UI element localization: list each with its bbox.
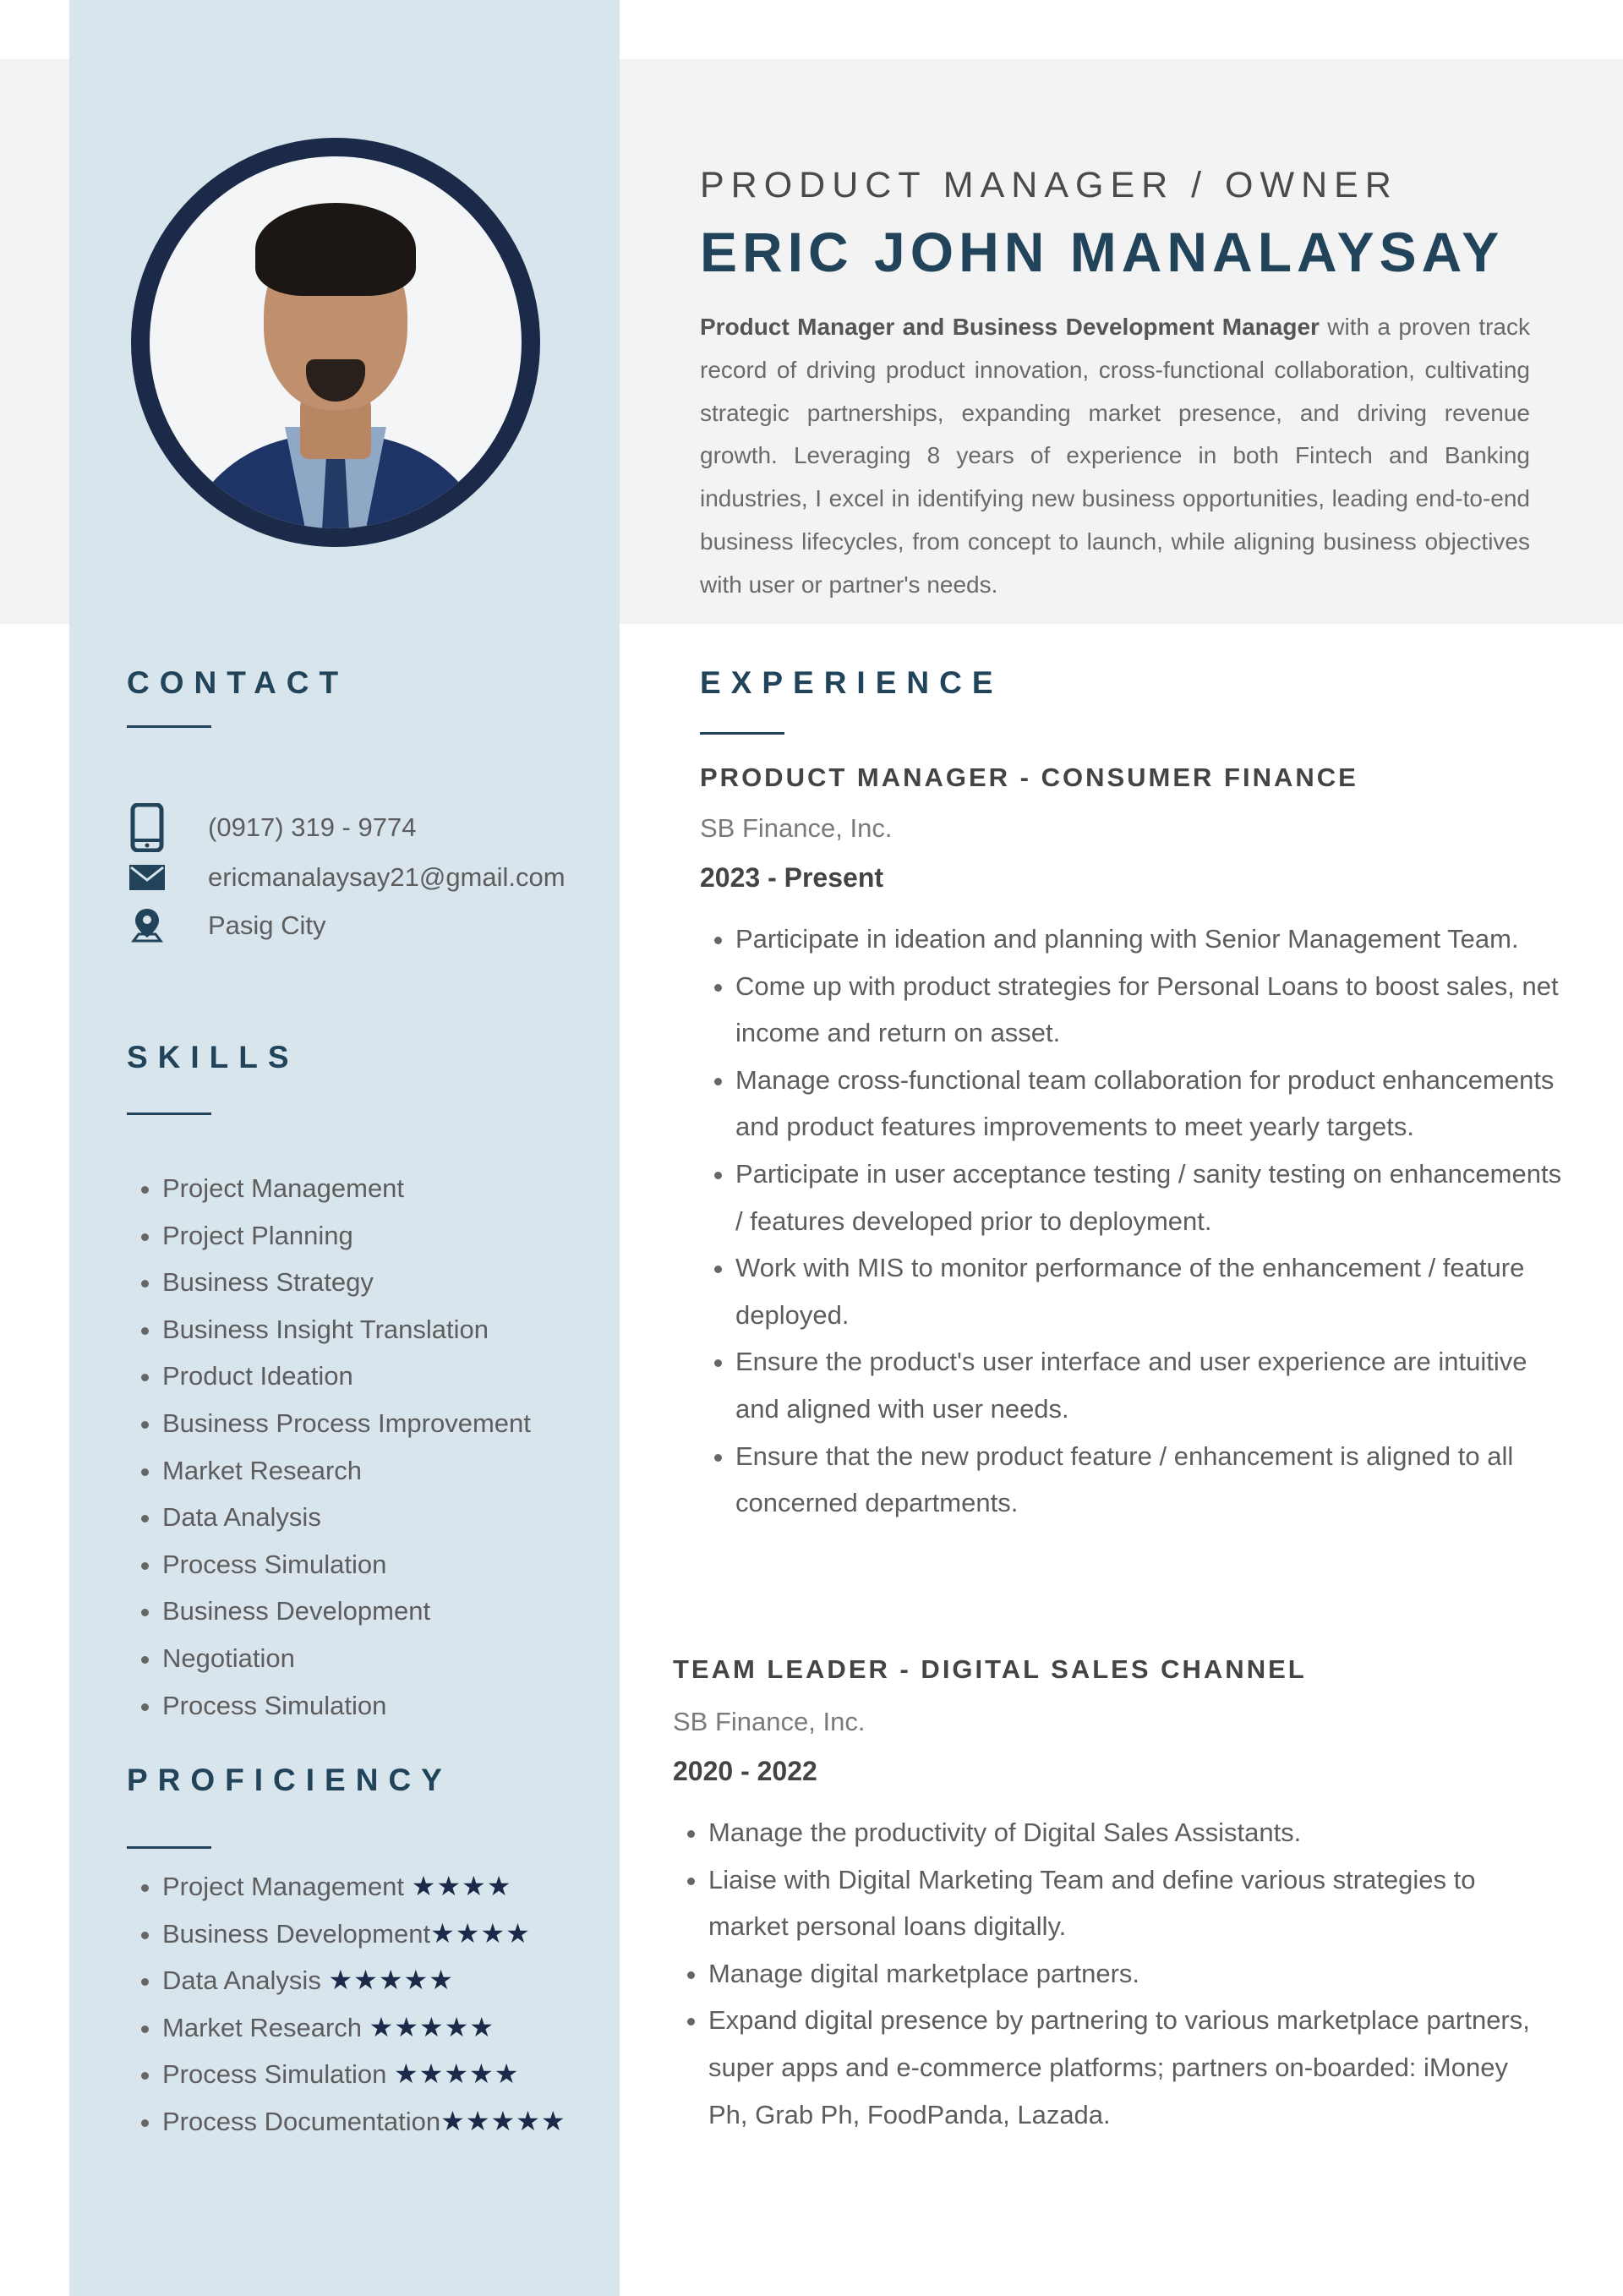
star-rating-icon: ★★★★ (411, 1871, 512, 1901)
star-rating-icon: ★★★★ (430, 1917, 531, 1949)
proficiency-label: Process Simulation (162, 2059, 394, 2090)
list-item: • Business Process Improvement (162, 1400, 531, 1447)
list-item: • Participate in user acceptance testing / sanity testing on enhancements / features developed prior to deployment. (735, 1151, 1572, 1244)
proficiency-label: Project Management (162, 1872, 412, 1901)
proficiency-item (162, 1863, 566, 1911)
contact-email-text: ericmanalaysay21@gmail.com (208, 862, 566, 892)
job-2-title: TEAM LEADER - DIGITAL SALES CHANNEL (673, 1654, 1307, 1684)
profile-photo-portrait (150, 156, 522, 528)
list-item: • Market Research (162, 1447, 531, 1495)
list-item: • Manage the productivity of Digital Sales Assistants. (708, 1809, 1554, 1856)
list-item: • Manage digital marketplace partners. (708, 1950, 1554, 1998)
star-rating-icon: ★★★★★ (440, 2105, 566, 2136)
proficiency-label: Process Documentation (162, 2106, 441, 2136)
job-2-dates: 2020 - 2022 (673, 1756, 817, 1786)
proficiency-item (162, 1957, 566, 2004)
proficiency-list (127, 1863, 566, 2146)
list-item: • Business Insight Translation (162, 1306, 531, 1353)
list-item: • Liaise with Digital Marketing Team and define various strategies to market personal loans digitally. (708, 1856, 1554, 1950)
star-rating-icon: ★★★★★ (393, 2058, 520, 2090)
summary-body: with a proven track record of driving product innovation, cross-functional collaboration, cultivating strategic partnerships, expanding market presence, and driving revenue growth. Leveraging 8 years of experience in both Fintech and Banking industries, I excel in identifying new business opportunities, leading end-to-end business lifecycles, from concept to launch, while aligning business objectives with user or partner's needs. (700, 314, 1531, 598)
star-rating-icon: ★★★★★ (328, 1965, 454, 1996)
list-item: • Expand digital presence by partnering to various marketplace partners, super apps and e-commerce platforms; partners on-boarded: iMoney Ph, Grab Ph, FoodPanda, Lazada. (708, 1997, 1554, 2138)
profile-photo (131, 138, 540, 547)
proficiency-item (162, 2051, 566, 2098)
list-item: • Work with MIS to monitor performance of the enhancement / feature deployed. (735, 1244, 1572, 1338)
candidate-name: ERIC JOHN MANALAYSAY (700, 221, 1505, 283)
list-item: • Participate in ideation and planning with Senior Management Team. (735, 916, 1572, 963)
contact-heading: CONTACT (127, 665, 349, 700)
list-item: • Come up with product strategies for Personal Loans to boost sales, net income and return on asset. (735, 963, 1572, 1057)
contact-phone (127, 803, 416, 852)
proficiency-heading: PROFICIENCY (127, 1763, 452, 1797)
contact-phone-text: (0917) 319 - 9774 (208, 812, 417, 842)
contact-location (127, 901, 326, 950)
experience-heading: EXPERIENCE (700, 665, 1003, 700)
skills-heading: SKILLS (127, 1040, 299, 1074)
list-item: • Data Analysis (162, 1494, 531, 1541)
contact-location-text: Pasig City (208, 910, 326, 940)
profile-summary (700, 306, 1530, 607)
list-item: • Negotiation (162, 1635, 531, 1682)
contact-email (127, 853, 566, 902)
list-item: • Business Strategy (162, 1259, 531, 1306)
list-item: • Project Management (162, 1165, 531, 1212)
portrait-hair (255, 203, 416, 296)
proficiency-label: Market Research (162, 2012, 369, 2042)
proficiency-item (162, 2098, 566, 2146)
job-1-dates: 2023 - Present (700, 862, 884, 893)
job-2-responsibilities (673, 1809, 1554, 2138)
experience-divider (700, 732, 784, 735)
proficiency-item (162, 2004, 566, 2052)
list-item: • Manage cross-functional team collaboration for product enhancements and product features improvements to meet yearly targets. (735, 1057, 1572, 1151)
proficiency-label: Business Development (162, 1918, 431, 1949)
email-icon (127, 853, 167, 902)
skills-divider (127, 1112, 211, 1115)
list-item: • Ensure the product's user interface and user experience are intuitive and aligned with user needs. (735, 1338, 1572, 1432)
list-item: • Project Planning (162, 1212, 531, 1260)
proficiency-divider (127, 1846, 211, 1849)
skills-list (127, 1165, 531, 1729)
job-1-responsibilities (700, 916, 1572, 1527)
star-rating-icon: ★★★★★ (369, 2011, 495, 2042)
list-item: • Process Simulation (162, 1541, 531, 1588)
summary-lead: Product Manager and Business Development Manager (700, 314, 1320, 340)
list-item: • Business Development (162, 1588, 531, 1635)
job-1-title: PRODUCT MANAGER - CONSUMER FINANCE (700, 763, 1358, 792)
phone-icon (127, 803, 167, 852)
job-title: PRODUCT MANAGER / OWNER (700, 165, 1398, 205)
job-1-company: SB Finance, Inc. (700, 813, 893, 843)
job-2-company: SB Finance, Inc. (673, 1707, 866, 1736)
list-item: • Product Ideation (162, 1353, 531, 1400)
list-item: • Ensure that the new product feature / enhancement is aligned to all concerned departments. (735, 1433, 1572, 1527)
location-icon (127, 901, 167, 950)
proficiency-label: Data Analysis (162, 1965, 329, 1996)
proficiency-item (162, 1911, 566, 1958)
contact-divider (127, 725, 211, 728)
list-item: • Process Simulation (162, 1682, 531, 1730)
